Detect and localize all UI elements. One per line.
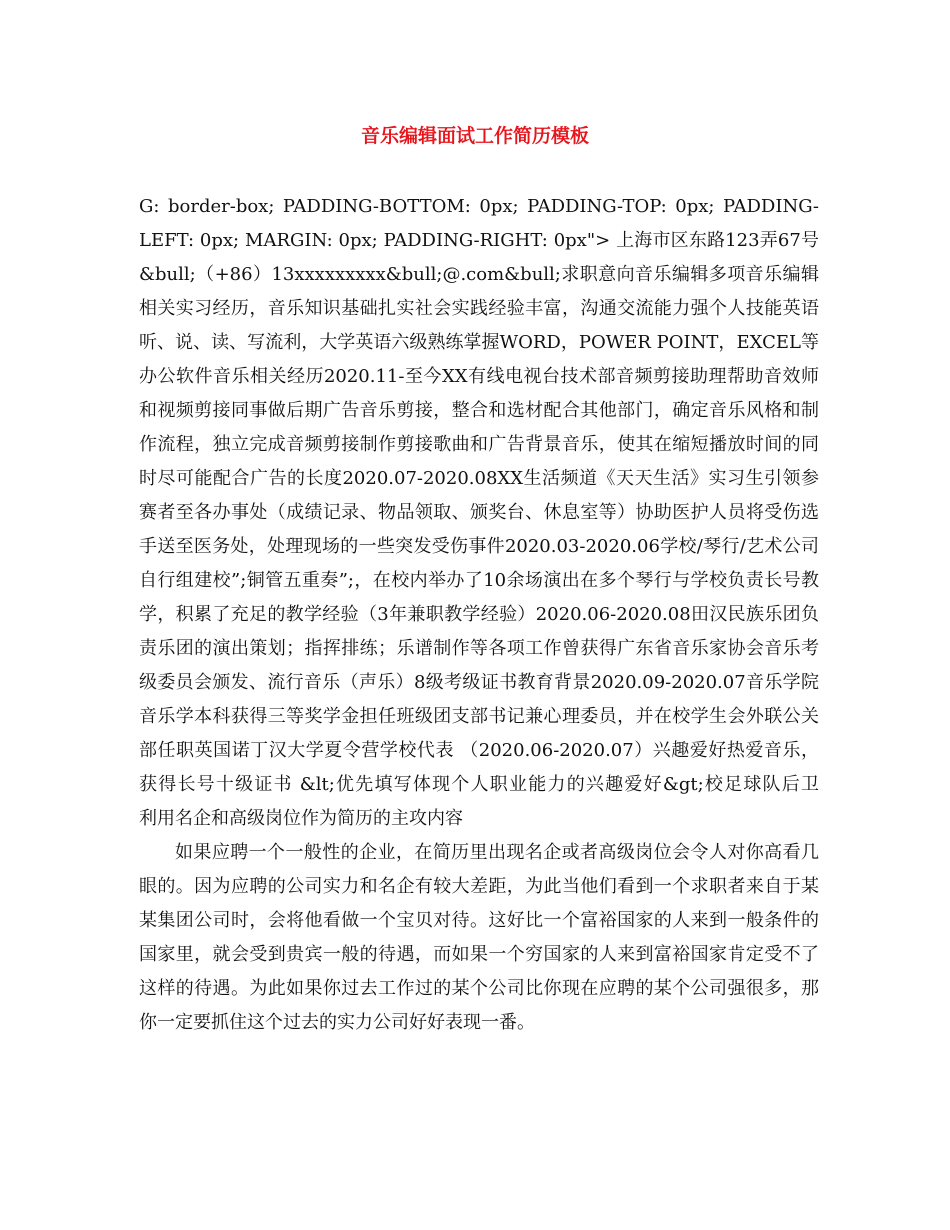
body-paragraph-resume: G: border-box; PADDING-BOTTOM: 0px; PADDING-TOP: 0px; PADDING-LEFT: 0px; MARGIN: 0px; PADDING-RIGHT: 0px"> 上海市区东路123弄67号&bull;（+86）13xxxxxxxxx&bull;@.com&bull;求职意向音乐编辑多项音乐编辑相关实习经历，音乐知识基础扎实社会实践经验丰富，沟通交流能力强个人技能英语听、说、读、写流利，大学英语六级熟练掌握WORD，POWER POINT，EXCEL等办公软件音乐相关经历2020.11-至今XX有线电视台技术部音频剪接助理帮助音效师和视频剪接同事做后期广告音乐剪接，整合和选材配合其他部门，确定音乐风格和制作流程，独立完成音频剪接制作剪接歌曲和广告背景音乐，使其在缩短播放时间的同时尽可能配合广告的长度2020.07-2020.08XX生活频道《天天生活》实习生引领参赛者至各办事处（成绩记录、物品领取、颁奖台、休息室等）协助医护人员将受伤选手送至医务处，处理现场的一些突发受伤事件2020.03-2020.06学校/琴行/艺术公司自行组建校”;铜管五重奏”;，在校内举办了10余场演出在多个琴行与学校负责长号教学，积累了充足的教学经验（3年兼职教学经验）2020.06-2020.08田汉民族乐团负责乐团的演出策划；指挥排练；乐谱制作等各项工作曾获得广东省音乐家协会音乐考级委员会颁发、流行音乐（声乐）8级考级证书教育背景2020.09-2020.07音乐学院音乐学本科获得三等奖学金担任班级团支部书记兼心理委员，并在校学生会外联公关部任职英国诺丁汉大学夏令营学校代表 （2020.06-2020.07）兴趣爱好热爱音乐，获得长号十级证书 &lt;优先填写体现个人职业能力的兴趣爱好&gt;校足球队后卫 利用名企和高级岗位作为简历的主攻内容 bbox=[139, 196, 855, 829]
body-paragraph-advice: 如果应聘一个一般性的企业，在简历里出现名企或者高级岗位会令人对你高看几眼的。因为应聘的公司实力和名企有较大差距，为此当他们看到一个求职者来自于某某集团公司时，会将他看做一个宝贝对待。这好比一个富裕国家的人来到一般条件的国家里，就会受到贵宾一般的待遇，而如果一个穷国家的人来到富裕国家肯定受不了这样的待遇。为此如果你过去工作过的某个公司比你现在应聘的某个公司强很多，那你一定要抓住这个过去的实力公司好好表现一番。 bbox=[139, 842, 819, 1033]
document-body bbox=[139, 190, 855, 1040]
document-title: 音乐编辑面试工作简历模板 bbox=[360, 125, 589, 147]
